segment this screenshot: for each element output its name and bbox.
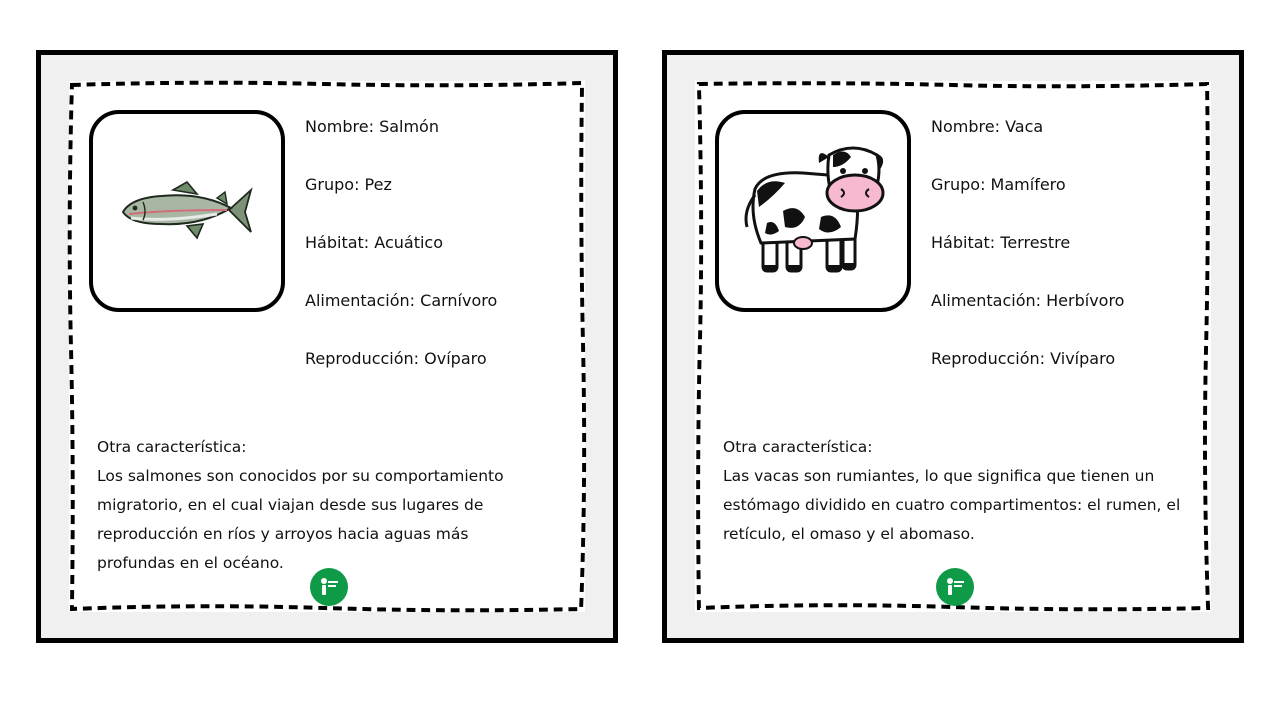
card-inner	[69, 81, 585, 612]
field-nombre: Nombre: Salmón	[305, 117, 439, 136]
field-reproduccion: Reproducción: Ovíparo	[305, 349, 487, 368]
animal-fields	[931, 117, 1124, 407]
field-habitat: Hábitat: Terrestre	[931, 233, 1071, 252]
field-alimentacion: Alimentación: Carnívoro	[305, 291, 498, 310]
animal-card-cow	[662, 50, 1244, 643]
other-characteristic-label: Otra característica:	[723, 438, 873, 456]
animal-fields	[305, 117, 497, 407]
salmon-icon	[117, 176, 257, 246]
brand-logo-icon	[310, 568, 348, 606]
other-characteristic-text: Las vacas son rumiantes, lo que significa que tienen un estómago dividido en cuatro compartimentos: el rumen, el retículo, el omaso y el abomaso.	[723, 467, 1181, 543]
field-reproduccion: Reproducción: Vivíparo	[931, 349, 1116, 368]
animal-image-frame	[715, 110, 911, 312]
animal-card-salmon	[36, 50, 618, 643]
field-nombre: Nombre: Vaca	[931, 117, 1044, 136]
other-characteristic	[723, 433, 1193, 549]
field-habitat: Hábitat: Acuático	[305, 233, 443, 252]
animal-image-frame	[89, 110, 285, 312]
other-characteristic-text: Los salmones son conocidos por su comportamiento migratorio, en el cual viajan desde sus lugares de reproducción en ríos y arroyos hacia aguas más profundas en el océano.	[97, 467, 504, 572]
brand-logo-icon	[936, 568, 974, 606]
other-characteristic	[97, 433, 527, 578]
field-alimentacion: Alimentación: Herbívoro	[931, 291, 1125, 310]
field-grupo: Grupo: Pez	[305, 175, 392, 194]
field-grupo: Grupo: Mamífero	[931, 175, 1066, 194]
card-inner	[695, 81, 1211, 612]
other-characteristic-label: Otra característica:	[97, 438, 247, 456]
cow-icon	[733, 131, 893, 291]
